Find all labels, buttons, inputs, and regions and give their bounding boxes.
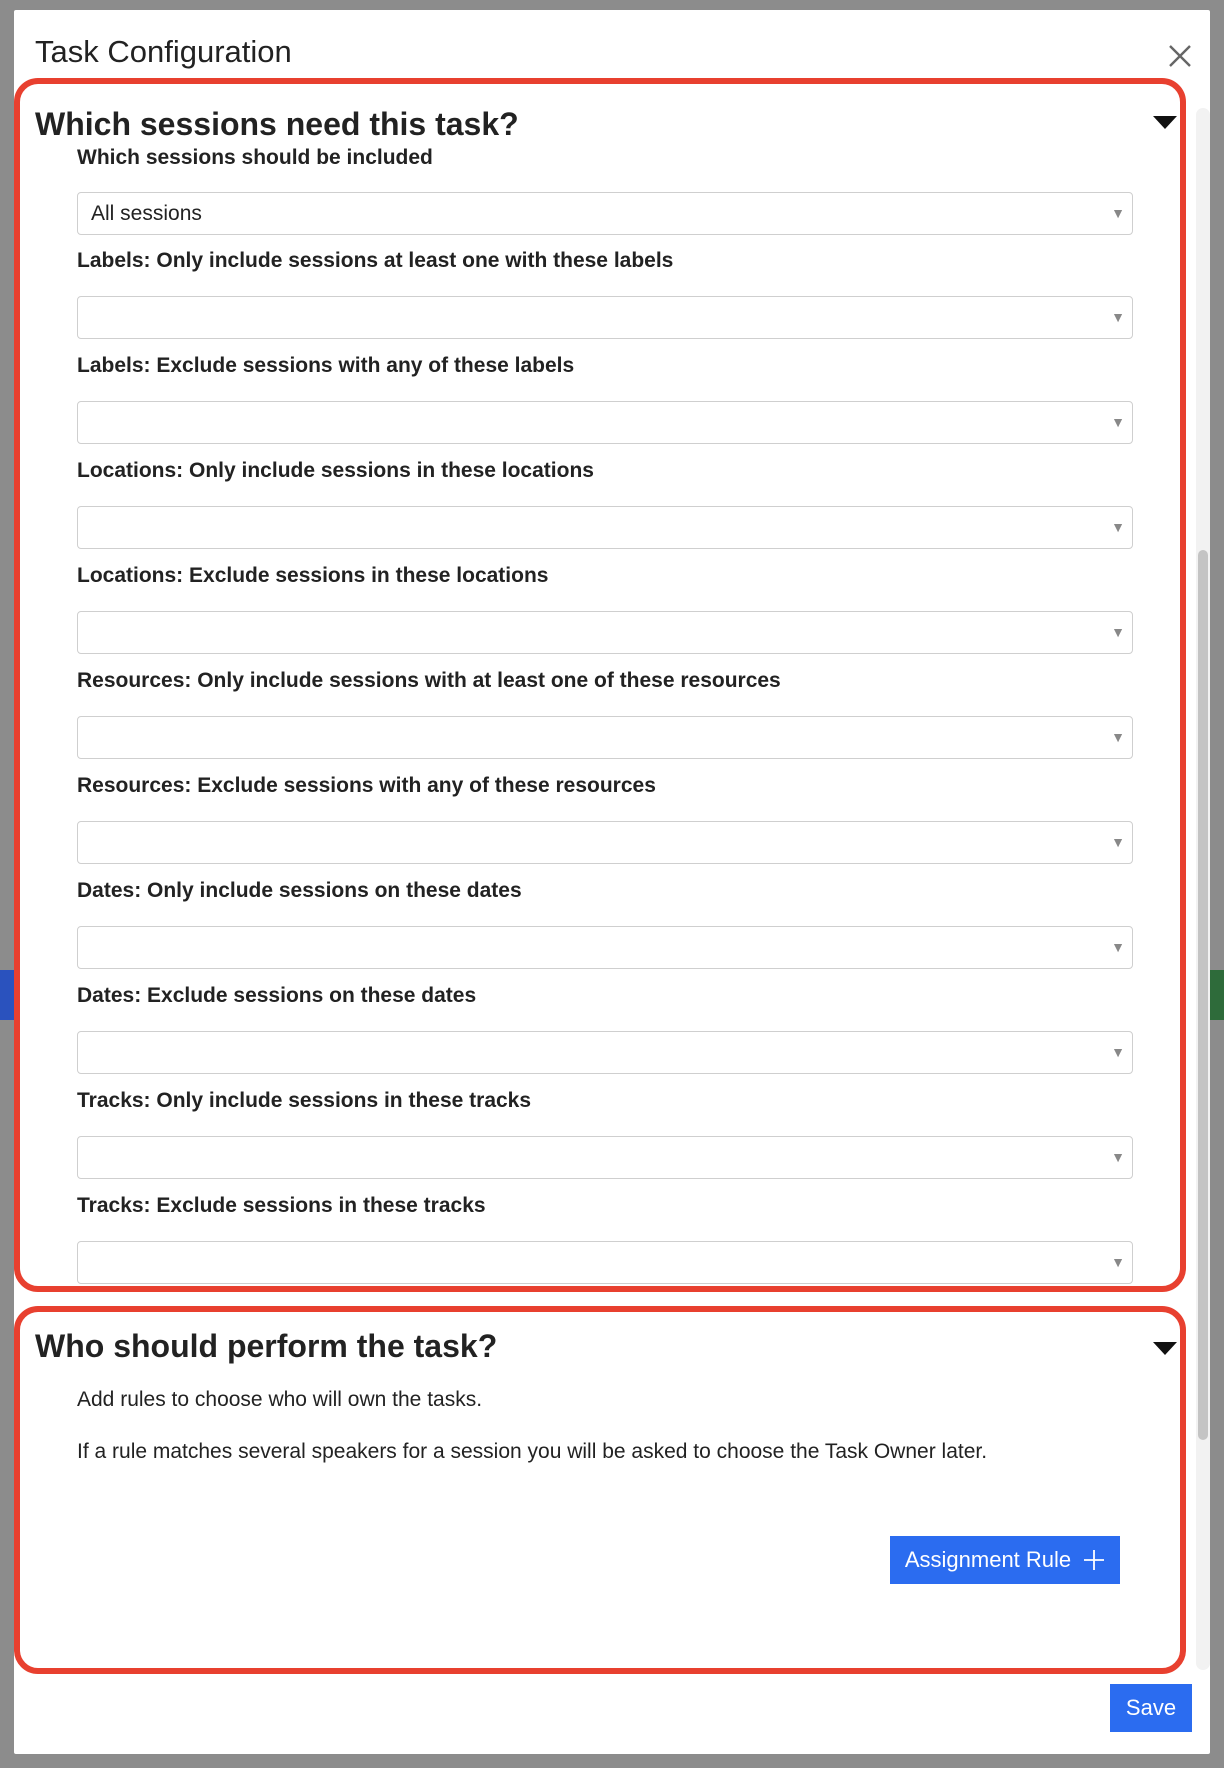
field-label-dates-include: Dates: Only include sessions on these dates — [77, 879, 522, 902]
dropdown-arrow-icon: ▼ — [1111, 519, 1125, 535]
field-label-locations-exclude: Locations: Exclude sessions in these locations — [77, 564, 549, 587]
sessions-section-heading: Which sessions need this task? — [35, 106, 519, 142]
caret-down-icon[interactable] — [1152, 1340, 1178, 1356]
performer-section-heading: Who should perform the task? — [35, 1328, 498, 1364]
modal-scroll-area — [35, 106, 1211, 1674]
field-label-resources-exclude: Resources: Exclude sessions with any of these resources — [77, 774, 656, 797]
locations-include-select[interactable] — [77, 506, 1133, 549]
sessions-included-value: All sessions — [91, 202, 202, 225]
tracks-exclude-select[interactable] — [77, 1241, 1133, 1284]
performer-description-2: If a rule matches several speakers for a session you will be asked to choose the Task Owner later. — [77, 1440, 988, 1463]
labels-exclude-select[interactable] — [77, 401, 1133, 444]
field-label-locations-include: Locations: Only include sessions in these locations — [77, 459, 594, 482]
labels-include-select[interactable] — [77, 296, 1133, 339]
close-icon — [1168, 44, 1192, 68]
caret-down-icon[interactable] — [1152, 114, 1178, 130]
dropdown-arrow-icon: ▼ — [1111, 309, 1125, 325]
dropdown-arrow-icon: ▼ — [1111, 624, 1125, 640]
sessions-section — [35, 106, 1185, 1286]
add-assignment-rule-button[interactable] — [890, 1536, 1120, 1584]
background-green-element — [1210, 970, 1224, 1020]
field-label-tracks-exclude: Tracks: Exclude sessions in these tracks — [77, 1194, 486, 1217]
dropdown-arrow-icon: ▼ — [1111, 939, 1125, 955]
dropdown-arrow-icon: ▼ — [1111, 1044, 1125, 1060]
dates-include-select[interactable] — [77, 926, 1133, 969]
locations-exclude-select[interactable] — [77, 611, 1133, 654]
tracks-include-select[interactable] — [77, 1136, 1133, 1179]
field-label-dates-exclude: Dates: Exclude sessions on these dates — [77, 984, 477, 1007]
field-label-labels-include: Labels: Only include sessions at least one with these labels — [77, 249, 674, 272]
sessions-included-select[interactable] — [77, 192, 1133, 235]
assignment-rule-label: Assignment Rule — [904, 1547, 1072, 1572]
field-label-labels-exclude: Labels: Exclude sessions with any of these labels — [77, 354, 575, 377]
dropdown-arrow-icon: ▼ — [1111, 729, 1125, 745]
task-configuration-modal — [14, 10, 1210, 1754]
resources-include-select[interactable] — [77, 716, 1133, 759]
save-button[interactable]: Save — [1110, 1684, 1192, 1732]
performer-section — [35, 1328, 1185, 1658]
field-label-sessions-included: Which sessions should be included — [77, 146, 433, 169]
dates-exclude-select[interactable] — [77, 1031, 1133, 1074]
dropdown-arrow-icon: ▼ — [1111, 834, 1125, 850]
plus-icon — [1083, 1549, 1105, 1571]
dropdown-arrow-icon: ▼ — [1111, 1149, 1125, 1165]
dropdown-arrow-icon: ▼ — [1111, 414, 1125, 430]
performer-description-1: Add rules to choose who will own the tasks. — [77, 1388, 483, 1411]
dropdown-arrow-icon: ▼ — [1111, 205, 1125, 221]
background-blue-element — [0, 970, 14, 1020]
modal-title: Task Configuration — [35, 34, 292, 69]
field-label-resources-include: Resources: Only include sessions with at least one of these resources — [77, 669, 781, 692]
field-label-tracks-include: Tracks: Only include sessions in these tracks — [77, 1089, 532, 1112]
resources-exclude-select[interactable] — [77, 821, 1133, 864]
dropdown-arrow-icon: ▼ — [1111, 1254, 1125, 1270]
close-button[interactable] — [1162, 38, 1198, 74]
